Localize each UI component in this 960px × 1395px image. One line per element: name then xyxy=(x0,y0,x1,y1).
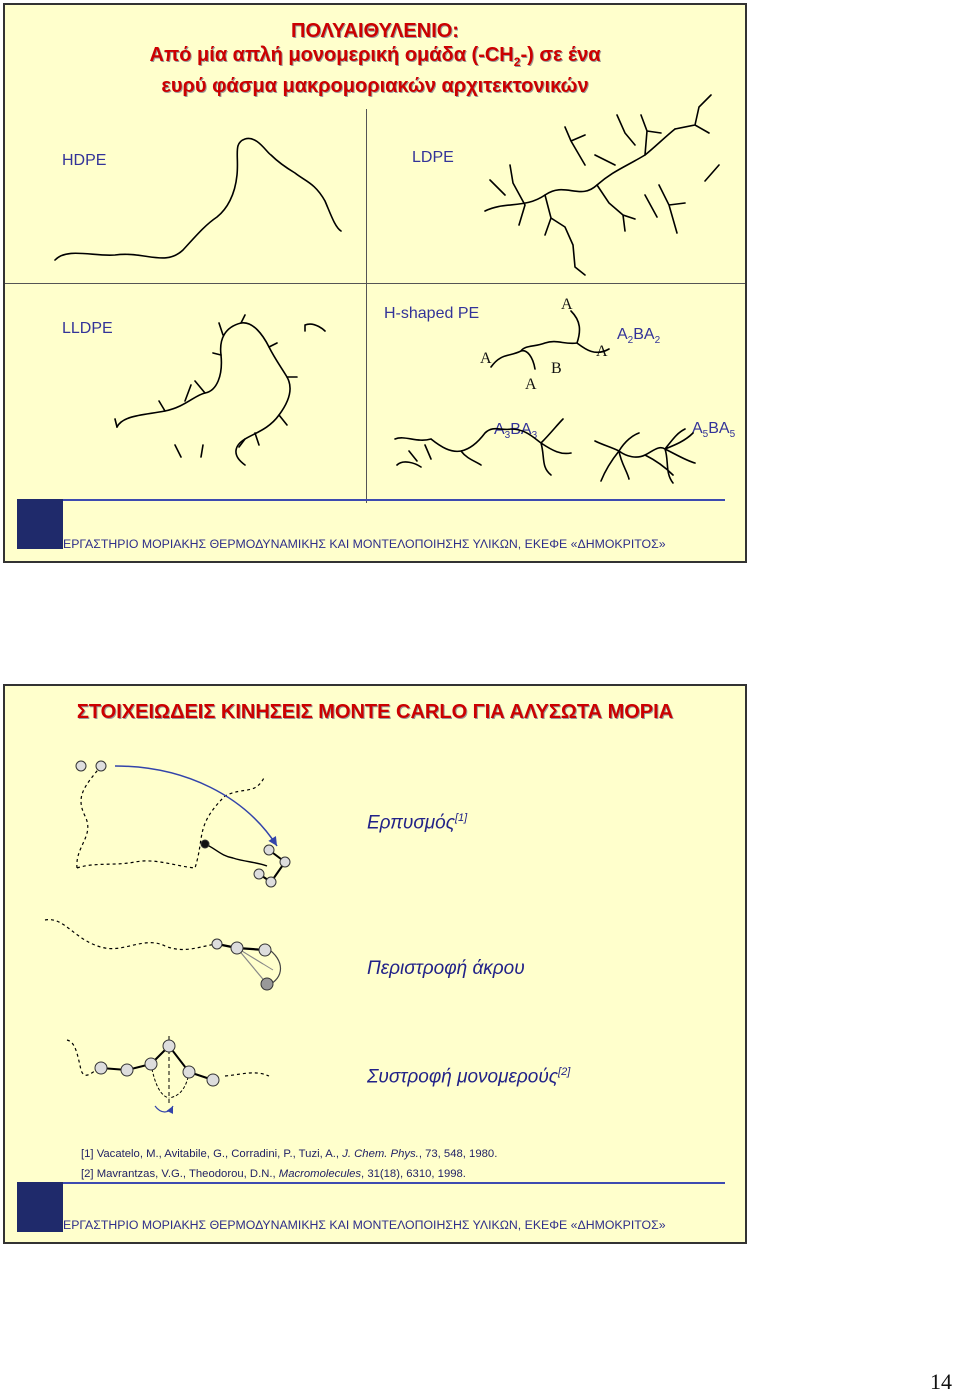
monomer-bead xyxy=(212,939,222,949)
move-reptation-label: Ερπυσμός xyxy=(367,812,455,834)
end-rotation-diagram xyxy=(45,920,281,986)
slide1-footer: ΕΡΓΑΣΤΗΡΙΟ ΜΟΡΙΑΚΗΣ ΘΕΡΜΟΔΥΝΑΜΙΚΗΣ ΚΑΙ ΜΟΝΤΕΛΟΠΟΙΗΣΗΣ ΥΛΙΚΩΝ, ΕΚΕΦΕ «ΔΗΜΟΚΡΙΤΟΣ» xyxy=(63,537,666,551)
a2ba2-sub1: 2 xyxy=(627,335,634,347)
h-label-a2: A xyxy=(525,376,537,393)
slide-monte-carlo-moves xyxy=(3,684,747,1244)
title-line-2-post: -) σε ένα xyxy=(520,44,601,66)
ref2-journal: Macromolecules xyxy=(278,1168,362,1180)
a5ba5-mid: BA xyxy=(708,420,730,437)
monomer-bead xyxy=(266,877,276,887)
a3ba3 xyxy=(395,419,571,475)
ref1-details: , 73, 548, 1980. xyxy=(418,1148,498,1160)
label-hdpe: HDPE xyxy=(62,152,107,169)
title-line-2-pre: Από μία απλή μονομερική ομάδα (-CH xyxy=(149,44,514,66)
monomer-bead xyxy=(95,1062,107,1074)
ref2-details: , 31(18), 6310, 1998. xyxy=(361,1168,466,1180)
reptation-beads xyxy=(76,761,290,887)
monomer-bead xyxy=(183,1066,195,1078)
a2ba2-mid: BA xyxy=(633,326,655,343)
h-label-a3: A xyxy=(561,296,573,313)
monomer-bead xyxy=(96,761,106,771)
slide2-title: ΣΤΟΙΧΕΙΩΔΕΙΣ ΚΙΝΗΣΕΙΣ MONTE CARLO ΓΙΑ ΑΛΥΣΩΤΑ ΜΟΡΙΑ xyxy=(76,701,674,723)
monomer-bead xyxy=(163,1040,175,1052)
h-label-b: B xyxy=(551,360,562,377)
title-line-2-sub: 2 xyxy=(513,55,521,69)
title-line-3: ευρύ φάσμα μακρομοριακών αρχιτεκτονικών xyxy=(161,75,589,97)
footer-rule-2 xyxy=(63,1182,725,1184)
ref1-authors: [1] Vacatelo, M., Avitabile, G., Corradini, P., Tuzi, A., xyxy=(81,1148,343,1160)
ref2-authors: [2] Mavrantzas, V.G., Theodorou, D.N., xyxy=(81,1168,279,1180)
footer-rule xyxy=(63,499,725,501)
monomer-bead xyxy=(254,869,264,879)
monte-carlo-diagrams xyxy=(5,686,747,1244)
monomer-bead xyxy=(121,1064,133,1076)
a3ba3-mid: BA xyxy=(510,421,532,438)
lldpe-chain xyxy=(117,323,290,465)
reference-2 xyxy=(81,1168,466,1180)
a5ba5-sub1: 5 xyxy=(702,429,709,441)
a3ba3-a: A xyxy=(494,421,505,438)
monomer-bead xyxy=(201,840,209,848)
label-ldpe: LDPE xyxy=(412,149,454,166)
move-end-rotation: Περιστροφή άκρου xyxy=(367,958,525,979)
reptation-diagram xyxy=(77,766,285,882)
ldpe-branches xyxy=(490,95,719,275)
h-label-a1: A xyxy=(480,350,492,367)
label-lldpe: LLDPE xyxy=(62,320,113,337)
monomer-bead xyxy=(264,845,274,855)
a5ba5 xyxy=(595,429,695,483)
monomer-bead xyxy=(207,1074,219,1086)
move-reptation-ref: [1] xyxy=(455,812,468,824)
democritus-logo xyxy=(17,499,63,549)
monomer-bead xyxy=(231,942,243,954)
democritus-logo-2 xyxy=(17,1182,63,1232)
ref1-journal: J. Chem. Phys. xyxy=(342,1148,419,1160)
twist-beads xyxy=(95,1040,219,1086)
monomer-bead xyxy=(145,1058,157,1070)
lldpe-branches xyxy=(115,315,325,457)
a5ba5-sub2: 5 xyxy=(729,429,736,441)
h-label-a4: A xyxy=(596,343,608,360)
move-twist-ref: [2] xyxy=(558,1066,571,1078)
label-h-shaped: H-shaped PE xyxy=(384,305,480,322)
a5ba5-a: A xyxy=(692,420,703,437)
page-number: 14 xyxy=(930,1369,952,1394)
slide2-footer: ΕΡΓΑΣΤΗΡΙΟ ΜΟΡΙΑΚΗΣ ΘΕΡΜΟΔΥΝΑΜΙΚΗΣ ΚΑΙ ΜΟΝΤΕΛΟΠΟΙΗΣΗΣ ΥΛΙΚΩΝ, ΕΚΕΦΕ «ΔΗΜΟΚΡΙΤΟΣ» xyxy=(63,1218,666,1232)
monomer-bead xyxy=(259,944,271,956)
a3ba3-sub2: 3 xyxy=(531,430,538,442)
a2ba2-sub2: 2 xyxy=(654,335,661,347)
monomer-bead xyxy=(261,978,273,990)
a3ba3-sub1: 3 xyxy=(504,430,511,442)
monomer-bead xyxy=(76,761,86,771)
move-twist-label: Συστροφή μονομερούς xyxy=(367,1066,559,1088)
a2ba2-a: A xyxy=(617,326,628,343)
architecture-drawings xyxy=(5,5,747,563)
slide-polyethylene-architectures xyxy=(3,3,747,563)
title-line-1: ΠΟΛΥΑΙΘΥΛΕΝΙΟ: xyxy=(291,20,459,42)
h-shaped xyxy=(491,311,609,369)
hdpe-chain xyxy=(55,138,341,260)
monomer-bead xyxy=(280,857,290,867)
reference-1 xyxy=(81,1148,497,1160)
